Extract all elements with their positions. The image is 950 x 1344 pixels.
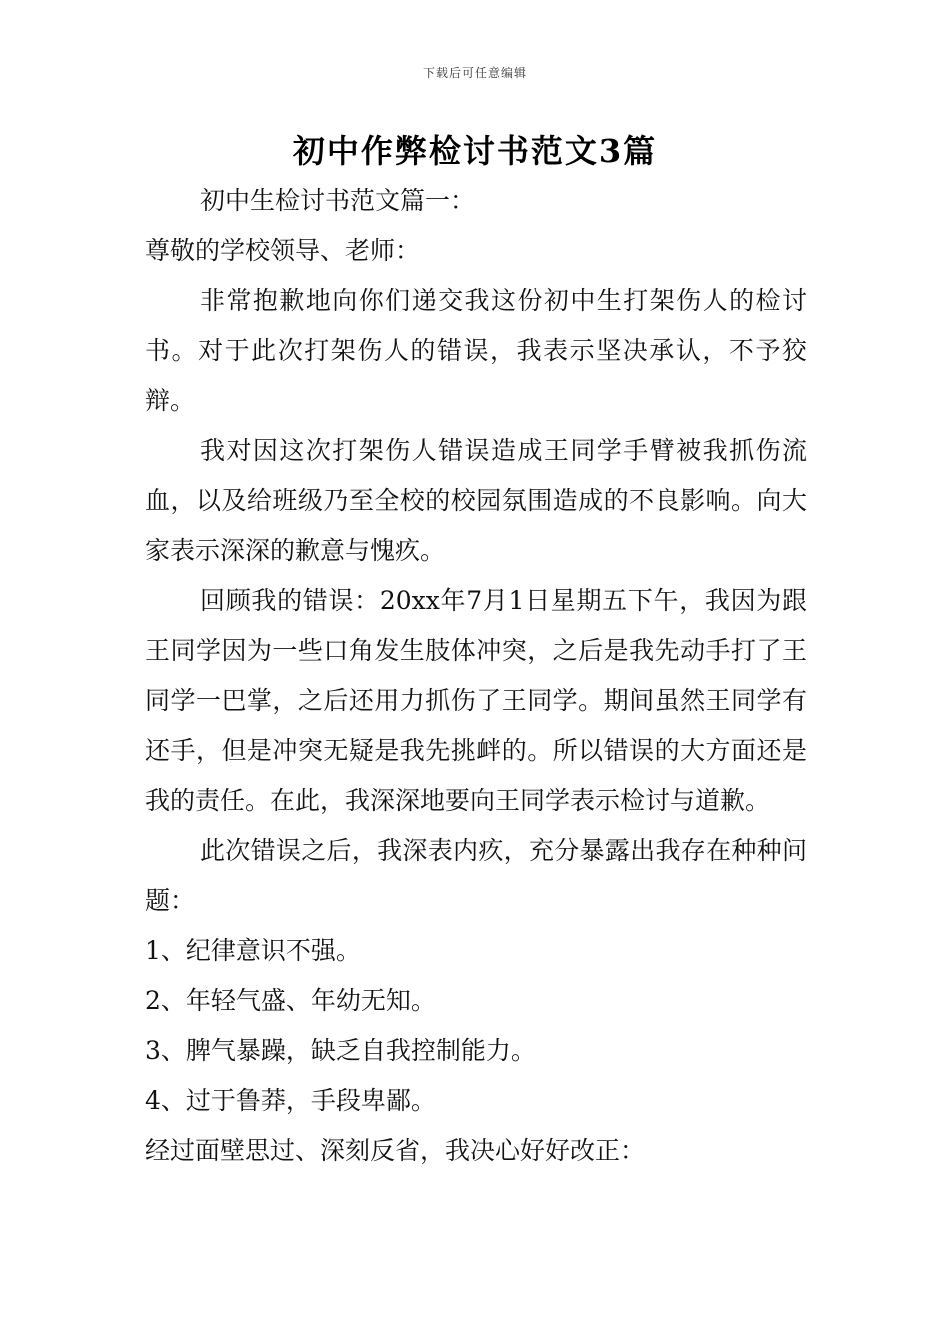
section-heading: 初中生检讨书范文篇一： — [200, 186, 476, 215]
list-item: 3、脾气暴躁，缺乏自我控制能力。 — [145, 1036, 536, 1065]
list-item: 2、年轻气盛、年幼无知。 — [145, 986, 436, 1015]
document-title: 初中作弊检讨书范文3篇 — [292, 132, 658, 170]
salutation: 尊敬的学校领导、老师： — [145, 236, 421, 265]
paragraph-apology: 非常抱歉地向你们递交我这份初中生打架伤人的检讨书。对于此次打架伤人的错误，我表示坚决承认，不予狡辩。 — [145, 286, 807, 415]
paragraph-resolution: 经过面壁思过、深刻反省，我决心好好改正： — [145, 1136, 646, 1165]
paragraph-problems: 此次错误之后，我深表内疚，充分暴露出我存在种种问题： — [145, 836, 807, 915]
header-note: 下载后可任意编辑 — [422, 66, 527, 80]
list-item: 1、纪律意识不强。 — [145, 936, 361, 965]
list-item: 4、过于鲁莽，手段卑鄙。 — [145, 1086, 436, 1115]
paragraph-review: 回顾我的错误：20xx年7月1日星期五下午，我因为跟王同学因为一些口角发生肢体冲突，之后是我先动手打了王同学一巴掌，之后还用力抓伤了王同学。期间虽然王同学有还手，但是冲突无疑是我先挑衅的。所以错误的大方面还是我的责任。在此，我深深地要向王同学表示检讨与道歉。 — [145, 586, 807, 815]
document-body — [145, 176, 807, 1176]
paragraph-consequence: 我对因这次打架伤人错误造成王同学手臂被我抓伤流血，以及给班级乃至全校的校园氛围造成的不良影响。向大家表示深深的歉意与愧疚。 — [145, 436, 807, 565]
